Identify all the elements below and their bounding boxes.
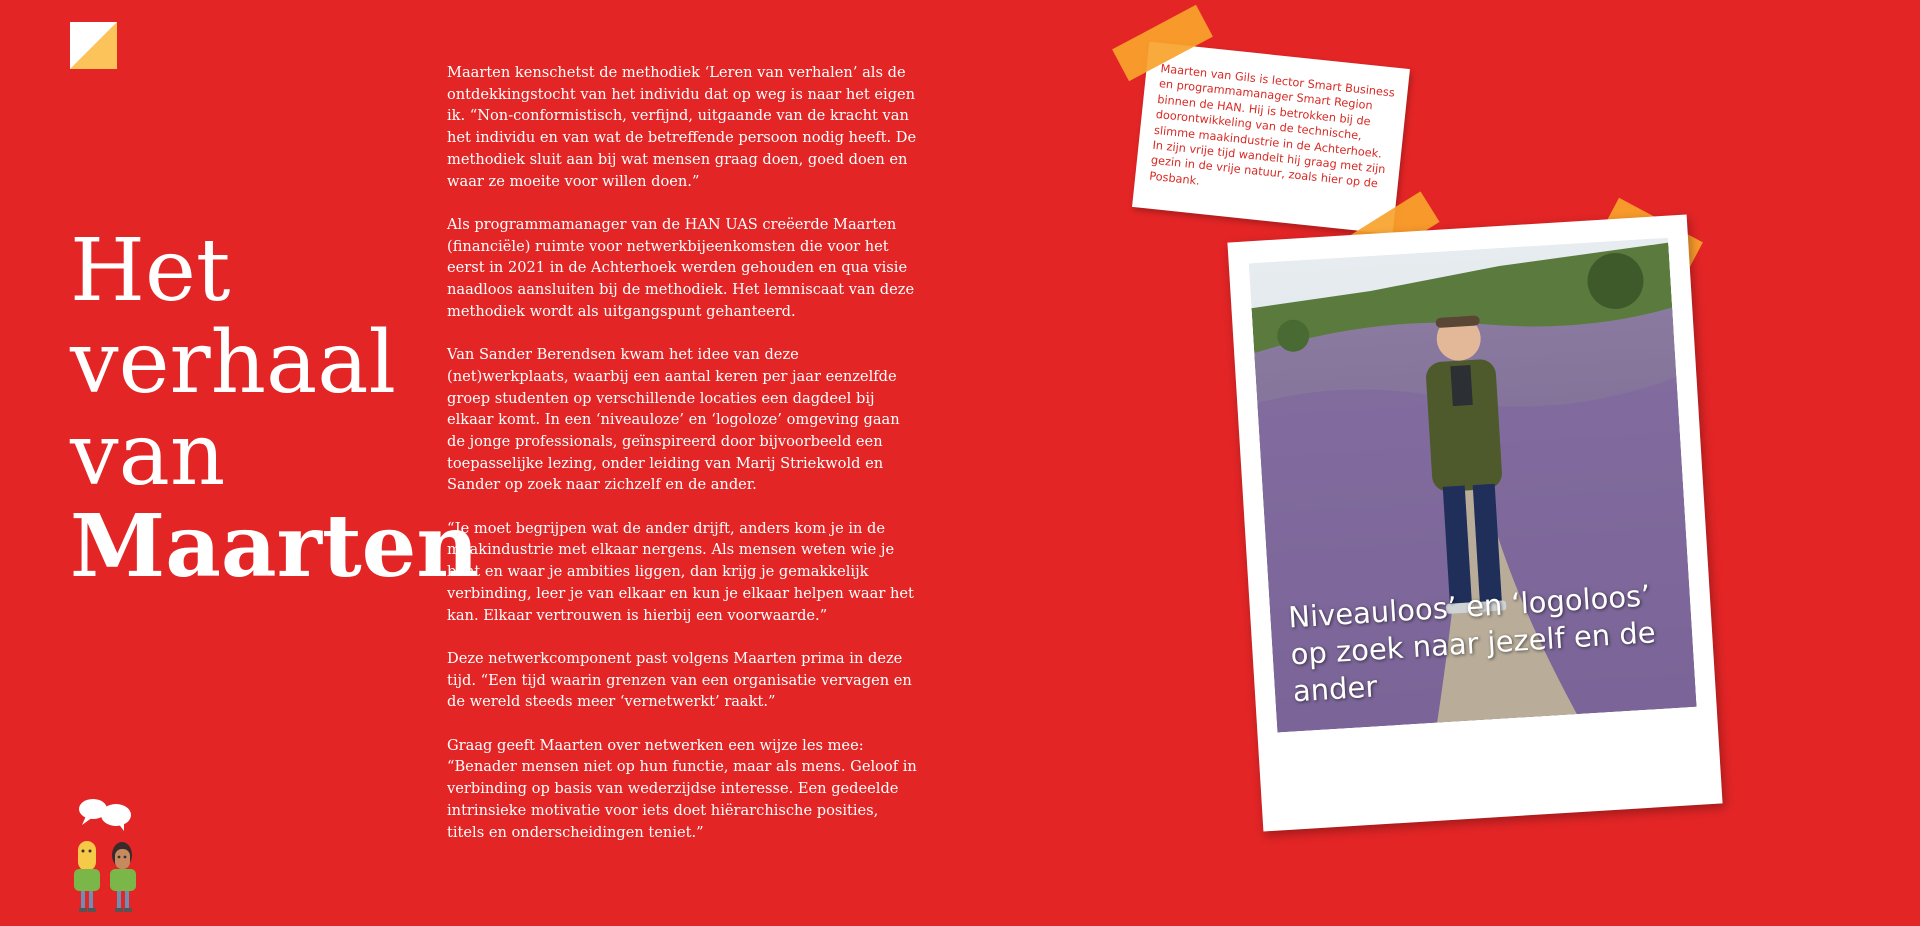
page-title	[70, 221, 479, 597]
bio-note	[1132, 42, 1410, 234]
brand-logo-icon	[70, 22, 117, 69]
article-paragraph: Maarten kenschetst de methodiek ‘Leren van verhalen’ als de ontdekkingstocht van het individu dat op weg is naar het eigen ik. “Non-conformistisch, verfijnd, uitgaande van de kracht van het individu en van wat de betreffende persoon nodig heeft. De methodiek sluit aan bij wat mensen graag doen, goed doen en waar ze moeite voor willen doen.”	[447, 64, 917, 190]
article-paragraph: Graag geeft Maarten over netwerken een wijze les mee: “Benader mensen niet op hun functie, maar als mens. Geloof in verbinding op basis van wederzijdse interesse. Een gedeelde intrinsieke motivatie voor iets doet hiërarchische posities, titels en onderscheidingen teniet.”	[447, 736, 917, 841]
title-line: verhaal	[70, 313, 397, 413]
article-paragraph: Deze netwerkcomponent past volgens Maarten prima in deze tijd. “Een tijd waarin grenzen van een organisatie vervagen en de wereld steeds meer ‘vernetwerkt’ raakt.”	[447, 649, 912, 711]
polaroid-photo	[1227, 215, 1722, 832]
article-paragraph: Als programmamanager van de HAN UAS creëerde Maarten (financiële) ruimte voor netwerkbijeenkomsten die voor het eerst in 2021 in de Achterhoek werden gehouden en qua visie naadloos aansluiten bij de methodiek. Het lemniscaat van deze methodiek wordt als uitgangspunt gehanteerd.	[447, 215, 915, 320]
bio-note-text: Maarten van Gils is lector Smart Business en programmamanager Smart Region binnen de HAN. Hij is betrokken bij de doorontwikkeling van de technische, slimme maakindustrie in de Achterhoek. In zijn vrije tijd wandelt hij graag met zijn gezin in de vrije natuur, zoals hier op de Posbank.	[1148, 62, 1396, 191]
article-body	[447, 62, 919, 865]
photo-caption: Niveauloos’ en ‘logoloos’ op zoek naar jezelf en de ander	[1287, 578, 1657, 709]
article-paragraph: Van Sander Berendsen kwam het idee van deze (net)werkplaats, waarbij een aantal keren per jaar eenzelfde groep studenten op verschillende locaties een dagdeel bij elkaar komt. In een ‘niveauloze’ en ‘logoloze’ omgeving gaan de jonge professionals, geïnspireerd door bijvoorbeeld een toepasselijke lezing, onder leiding van Marij Striekwold en Sander op zoek naar zichzelf en de ander.	[447, 346, 900, 494]
article-paragraph: “Je moet begrijpen wat de ander drijft, anders kom je in de maakindustrie met elkaar nergens. Als mensen weten wie je bent en waar je ambities liggen, dan krijg je gemakkelijk verbinding, leer je van elkaar en kun je elkaar helpen waar het kan. Elkaar vertrouwen is hierbij een voorwaarde.”	[447, 519, 914, 624]
title-name: Maarten	[70, 496, 479, 597]
title-line: van	[70, 405, 226, 505]
talking-people-icon	[68, 795, 158, 915]
title-line: Het	[70, 221, 231, 321]
